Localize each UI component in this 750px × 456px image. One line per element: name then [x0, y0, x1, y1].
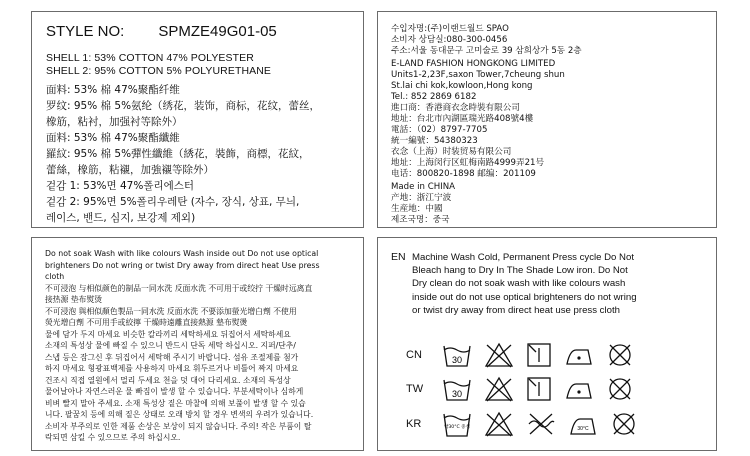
wash-temp-label: 약30°C 중성: [443, 425, 471, 430]
importer-info-panel: [377, 11, 717, 228]
language-tag-en: EN: [391, 251, 406, 263]
warning-line: brighteners Do not wring or twist Dry away from direct heat Use press: [45, 260, 320, 270]
tax-id-tw: 統一編號：54380323: [391, 136, 478, 146]
no-bleach-icon: [484, 376, 514, 402]
warning-line: 하지 마세요 형광표백제를 사용하지 마세요 휘두르거나 비틀어 짜지 마세요: [45, 364, 299, 373]
phone-cn: 电话：800820-1898 邮编：201109: [391, 169, 536, 179]
warning-line: cloth: [45, 272, 65, 281]
en-line: inside out do not use optical brighteners do not wring: [412, 291, 637, 303]
composition-simplified-chinese: [46, 82, 356, 130]
address-hk-1: Units1-2,23F,saxon Tower,7cheung shun: [391, 70, 565, 80]
company-name-hk: E-LAND FASHION HONGKONG LIMITED: [391, 59, 556, 69]
wash-30-kr-icon: [442, 410, 472, 438]
iron-low-icon: [564, 342, 594, 368]
care-warnings-text: [45, 248, 357, 444]
warning-line: 건조시 직접 열원에서 멀리 두세요 천을 덧 대어 다리세요. 소재의 특성상: [45, 375, 291, 385]
address-hk-2: St.lai chi kok,kowloon,Hong kong: [391, 81, 533, 91]
warning-line: 소비자 부주의로 인한 제품 손상은 보상이 되지 않습니다. 주의! 작은 부품이 탈: [45, 421, 312, 431]
importer-name: 수입자명:(주)이랜드월드 SPAO: [391, 24, 509, 34]
wash-30-icon: [442, 342, 472, 368]
warning-line: 물어날아나 자연스러운 물 빠짐이 발생 할 수 있습니다. 부분세탁이나 심하게: [45, 387, 304, 396]
warning-line: Do not soak Wash with like colours Wash inside out Do not use optical: [45, 249, 319, 258]
iron-low-icon: [564, 376, 594, 402]
en-line: Machine Wash Cold, Permanent Press cycle Do Not: [412, 252, 634, 263]
kr-line: 레이스, 밴드, 심지, 보강제 제외): [46, 212, 196, 224]
warning-line: 물에 담가 두지 마세요 비슷한 칼라끼리 세탁하세요 뒤집어서 세탁하세요: [45, 329, 291, 339]
no-bleach-icon: [484, 342, 514, 368]
no-dry-clean-icon: [606, 376, 634, 402]
warning-line: 스냅 등은 잠그신 후 뒤집어서 세탁해 주시기 바랍니다. 섬유 조절제를 첨가: [45, 352, 299, 362]
composition-panel: [31, 11, 364, 228]
en-line: Bleach hang to Dry In The Shade Low iron. Do Not: [412, 265, 628, 277]
care-row-code: KR: [406, 418, 422, 430]
kr-line: 겉감 2: 95%면 5%폴리우레탄 (자수, 장식, 상표, 무늬,: [46, 196, 300, 208]
tw-line: 羅紋: 95% 棉 5%彈性纖維（綉花，裝飾，商標，花紋，: [46, 148, 310, 160]
drip-dry-icon: [526, 376, 552, 402]
warning-line: 熒光增白劑 不可用手或絞擰 干燥時遠離直接熱源 墊布熨燙: [45, 318, 248, 327]
phone-tw: 電話：（02）8797-7705: [391, 125, 488, 135]
care-warnings-panel: [31, 237, 364, 451]
warning-line: 소재의 특성상 물에 빠질 수 있으니 반드시 단독 세탁 하십시오. 지퍼/단추/: [45, 341, 296, 350]
company-cn: 衣念（上海）时装贸易有限公司: [391, 147, 512, 157]
kr-line: 겉감 1: 53%면 47%폴리에스터: [46, 180, 195, 192]
importer-tw: 進口商：香港商衣念時裝有限公司: [391, 103, 520, 113]
care-row-cn: [406, 342, 646, 368]
en-line: Dry clean do not soak wash with like colours wash: [412, 278, 626, 290]
no-dry-clean-icon: [610, 410, 638, 438]
shell-2-composition: SHELL 2: 95% COTTON 5% POLYURETHANE: [46, 65, 272, 77]
origin-cn: 产地：浙江宁波: [391, 193, 452, 203]
address-tw: 地址：台北市內湖區瑞光路408號4樓: [391, 114, 534, 124]
cn-line: 面料: 53% 棉 47%聚酯纤维: [46, 84, 180, 96]
wash-30-icon: [442, 376, 472, 402]
composition-korean: [46, 178, 356, 226]
iron-temp-label: 30°C: [577, 426, 589, 432]
care-symbols-panel: [377, 237, 717, 451]
tw-line: 面料: 53% 棉 47%聚酯纖維: [46, 132, 180, 144]
care-row-code: CN: [406, 349, 422, 361]
cn-line: 橡筋，粘衬，加强衬等除外）: [46, 116, 183, 128]
tel-hk: Tel.: 852 2869 6182: [391, 92, 477, 102]
wash-temp-label: 30: [451, 389, 463, 399]
origin-kr: 제조국명：중국: [391, 215, 450, 225]
composition-traditional-chinese: [46, 130, 356, 178]
wash-temp-label: 30: [451, 355, 463, 365]
drip-dry-icon: [526, 342, 552, 368]
style-number-value: SPMZE49G01-05: [158, 23, 277, 40]
warning-line: 비벼 빨지 말아 주세요. 소재 특성상 짙은 마찰에 의해 보풀이 발생 할 수 있습: [45, 398, 306, 408]
consumer-hotline: 소비자 상담실:080-300-0456: [391, 35, 508, 45]
en-line: or twist dry away from direct heat use press cloth: [412, 304, 620, 316]
style-number-label: STYLE NO:: [46, 23, 125, 40]
importer-address-kr: 주소:서울 동대문구 고미술로 39 삼희상가 5동 2층: [391, 46, 582, 56]
warning-line: 不可浸泡 與相似顏色製品一同水洗 反面水洗 不要添加螢光增白劑 不使用: [45, 306, 297, 316]
cn-line: 罗纹: 95% 棉 5%氨纶（绣花，装饰，商标，花纹，蕾丝，: [46, 100, 321, 112]
origin-tw: 生産地：中國: [391, 204, 443, 214]
no-bleach-icon: [484, 410, 514, 438]
no-dry-clean-icon: [606, 342, 634, 368]
care-row-tw: [406, 376, 646, 402]
care-row-code: TW: [406, 383, 424, 395]
shell-1-composition: SHELL 1: 53% COTTON 47% POLYESTER: [46, 52, 254, 64]
tw-line: 蕾絲，橡筋，粘襯，加強襯等除外）: [46, 164, 214, 176]
warning-line: 락되면 삼킬 수 있으므로 주의 하십시오.: [45, 433, 181, 442]
warning-line: 니다. 팔꿈치 등에 의해 짙은 상태로 오래 방치 할 경우 변색의 우려가 있습니다.: [45, 410, 314, 419]
warning-line: 不可浸泡 与相似颜色的制品一同水洗 反面水洗 不可用于或绞拧 干燥时远离直: [45, 283, 313, 293]
care-row-kr: [406, 410, 650, 438]
warning-line: 接热源 垫布熨烫: [45, 295, 103, 304]
care-instructions-en: [412, 251, 712, 317]
no-wring-icon: [526, 410, 556, 438]
iron-temp-icon: [568, 410, 598, 438]
address-cn: 地址：上海闵行区虹梅南路4999弄21号: [391, 158, 545, 168]
style-number-row: [46, 23, 311, 40]
made-in: Made in CHINA: [391, 182, 456, 192]
